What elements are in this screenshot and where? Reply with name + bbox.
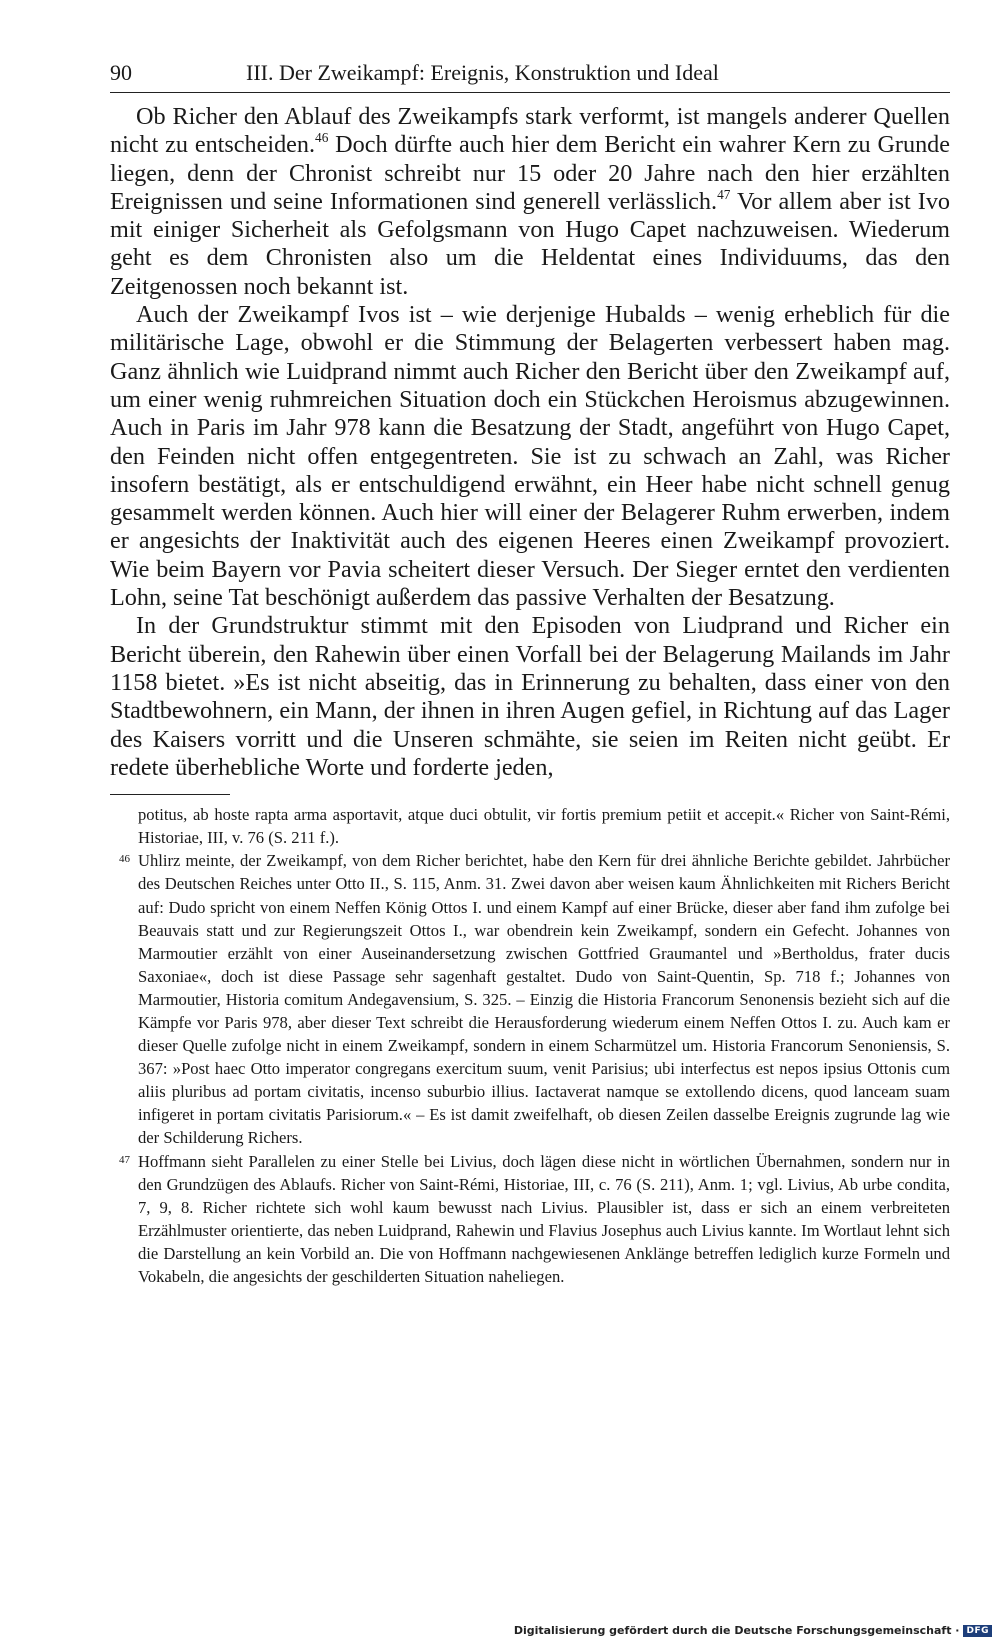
paragraph-1-part-c: Vor allem aber ist Ivo mit einiger Sicherheit als Gefolgsmann von Hugo Capet nachzuweisen. Wiederum geht es dem Chronisten also um die Heldentat eines Individuums, das den Zeitgenossen noch bekannt ist. [110,187,951,300]
footnote-ref-46[interactable]: 46 [315,130,329,146]
footnote-47-mark: 47 [119,1153,130,1166]
running-title: III. Der Zweikampf: Ereignis, Konstruktion und Ideal [246,60,719,85]
footnote-continuation: potitus, ab hoste rapta arma asportavit, atque duci obtulit, vir fortis premium petiit et accepit.« Richer von Saint-Rémi, Historiae, III, v. 76 (S. 211 f.). [138,805,950,848]
footnote-ref-47[interactable]: 47 [717,186,731,202]
page-number: 90 [110,60,132,85]
footnotes [110,803,950,1288]
paragraph-1-part-a: Ob Richer den Ablauf des Zweikampfs stark verformt, ist mangels anderer Quellen nicht zu entscheiden. [110,103,950,159]
paragraph-3: In der Grundstruktur stimmt mit den Episoden von Liudprand und Richer ein Bericht überein, den Rahewin über einen Vorfall bei der Belagerung Mailands im Jahr 1158 bietet. »Es ist nicht abseitig, das in Erinnerung zu behalten, dass einer von den Stadtbewohnern, ein Mann, der ihnen in ihren Augen gefiel, in Richtung auf das Lager des Kaisers vorritt und die Unseren schmähte, sie seien im Reiten nicht geübt. Er redete überhebliche Worte und forderte jeden, [110,612,950,781]
main-text [110,103,950,782]
digitization-credit [514,1624,992,1637]
paragraph-1 [110,103,950,301]
footnote-46 [119,849,950,1149]
book-page [110,60,950,1288]
footnote-47 [119,1150,950,1289]
running-header [110,60,950,93]
footnote-46-text: Uhlirz meinte, der Zweikampf, von dem Richer berichtet, habe den Kern für drei ähnliche Berichte gebildet. Jahrbücher des Deutschen Reiches unter Otto II., S. 115, Anm. 31. Zwei davon aber weisen kaum Ähnlichkeiten mit Richers Bericht auf: Dudo spricht von einem Neffen König Ottos I. und einem Kampf auf einer Brücke, dieser aber fand ihm zufolge bei Beauvais statt und zur Regierungszeit Ottos I., war obendrein kein Zweikampf, sondern ein Gefecht. Johannes von Marmoutier erzählt von einer Auseinandersetzung zwischen Gottfried Graumantel und »Bertholdus, frater ducis Saxoniae«, doch ist diese Passage sehr sagenhaft gestaltet. Dudo von Saint-Quentin, Sp. 718 f.; Johannes von Marmoutier, Historia comitum Andegavensium, S. 325. – Einzig die Historia Francorum Senonensis bezieht sich auf die Kämpfe vor Paris 978, aber dieser Text schreibt die Herausforderung wiederum einem Neffen Ottos I. zu. Auch kam er dieser Quelle zufolge nicht in einem Zweikampf, sondern in einem Scharmützel um. Historia Francorum Senoniensis, S. 367: »Post haec Otto imperator congregans exercitum suum, venit Parisius; ubi interfectus est nepos ipsius Ottonis cum aliis pluribus ad portam civitatis, incenso suburbio illius. Iactaverat namque se extollendo dicens, quod lanceam suam infigeret in portam civitatis Parisiorum.« – Es ist damit zweifelhaft, ob diesen Zeilen dasselbe Ereignis zugrunde lag wie der Schilderung Richers. [138,851,950,1148]
credit-text: Digitalisierung gefördert durch die Deutsche Forschungsgemeinschaft · [513,1624,960,1637]
paragraph-2: Auch der Zweikampf Ivos ist – wie derjenige Hubalds – wenig erheblich für die militärische Lage, obwohl er die Stimmung der Belagerten verbessert haben mag. Ganz ähnlich wie Luidprand nimmt auch Richer den Bericht über den Zweikampf auf, um einer wenig ruhmreichen Situation doch ein Stückchen Heroismus abzugewinnen. Auch in Paris im Jahr 978 kann die Besatzung der Stadt, angeführt von Hugo Capet, den Feinden nicht offen entgegentreten. Sie ist zu schwach an Zahl, was Richer insofern bestätigt, als er entschuldigend erwähnt, ein Heer habe nicht schnell genug gesammelt werden können. Auch hier will einer der Belagerer Ruhm erwerben, indem er angesichts der Inaktivität auch des eigenen Heeres einen Zweikampf provoziert. Wie beim Bayern vor Pavia scheitert dieser Versuch. Der Sieger erntet den verdienten Lohn, seine Tat beschönigt außerdem das passive Verhalten der Besatzung. [110,301,950,612]
paragraph-1-part-b: Doch dürfte auch hier dem Bericht ein wahrer Kern zu Grunde liegen, denn der Chronist schreibt nur 15 oder 20 Jahre nach den hier erzählten Ereignissen und seine Informationen sind generell verlässlich. [110,131,950,215]
footnote-divider [110,794,230,795]
footnote-47-text: Hoffmann sieht Parallelen zu einer Stelle bei Livius, doch lägen diese nicht in wörtlichen Übernahmen, sondern nur in den Grundzügen des Ablaufs. Richer von Saint-Rémi, Historiae, III, c. 76 (S. 211), Anm. 1; vgl. Livius, Ab urbe condita, 7, 9, 8. Richer richtete sich wohl kaum bewusst nach Livius. Plausibler ist, dass er sich an einem verbreiteten Erzählmuster orientierte, das neben Luidprand, Rahewin und Flavius Josephus auch Livius kannte. Im Wortlaut lehnt sich die Darstellung an kein Vorbild an. Die von Hoffmann nachgewiesenen Anklänge betreffen lediglich kurze Formeln und Vokabeln, die angesichts der geschilderten Situation naheliegen. [138,1151,950,1286]
dfg-logo: DFG [963,1625,992,1637]
footnote-46-mark: 46 [119,853,130,866]
